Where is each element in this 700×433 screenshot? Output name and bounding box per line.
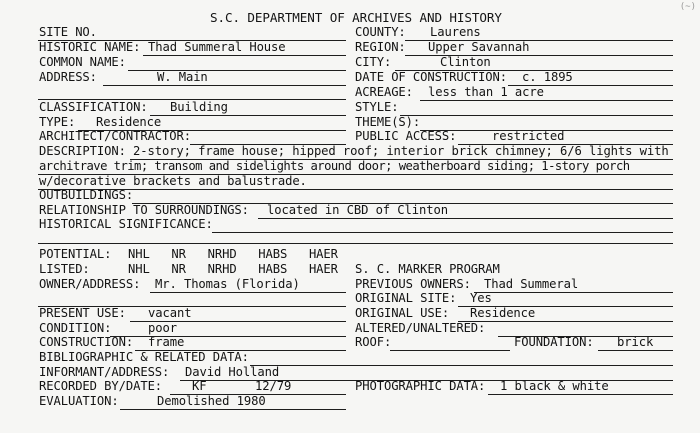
form-header: S.C. DEPARTMENT OF ARCHIVES AND HISTORY (210, 10, 502, 25)
description-line-1: 2-story; frame house; hipped roof; interior brick chimney; 6/6 lights with (133, 144, 669, 158)
construction-label: CONSTRUCTION: (39, 335, 134, 349)
present-use-value: vacant (148, 306, 192, 320)
owner-address-label: OWNER/ADDRESS: (39, 277, 141, 291)
original-site-value: Yes (470, 291, 492, 305)
owner-address-rule (150, 292, 346, 293)
original-use-rule (458, 321, 673, 322)
construction-value: frame (148, 335, 185, 349)
description-label: DESCRIPTION: (39, 144, 126, 158)
historic-name-rule (143, 55, 346, 56)
recorded-date-value: 12/79 (255, 379, 292, 393)
listed-label: LISTED: (39, 262, 90, 276)
address-label: ADDRESS: (39, 70, 97, 84)
informant-value: David Holland (185, 365, 280, 379)
style-rule (400, 115, 673, 116)
condition-rule (110, 336, 346, 337)
classification-rule (150, 115, 346, 116)
historical-significance-label: HISTORICAL SIGNIFICANCE: (39, 217, 213, 231)
address-rule (103, 85, 346, 86)
architect-label: ARCHITECT/CONTRACTOR: (39, 129, 191, 143)
classification-value: Building (170, 100, 228, 114)
type-value: Residence (96, 115, 162, 129)
common-name-label: COMMON NAME: (39, 55, 126, 69)
date-of-construction-value: c. 1895 (522, 70, 573, 84)
evaluation-label: EVALUATION: (39, 394, 119, 408)
relationship-value: located in CBD of Clinton (267, 203, 448, 217)
previous-owners-rule (474, 292, 673, 293)
historic-name-label: HISTORIC NAME: (39, 40, 141, 54)
public-access-label: PUBLIC ACCESS: (355, 129, 457, 143)
previous-owners-label: PREVIOUS OWNERS: (355, 277, 471, 291)
historical-significance-rule-2 (38, 243, 673, 244)
style-label: STYLE: (355, 100, 399, 114)
roof-rule (390, 350, 510, 351)
original-use-label: ORIGINAL USE: (355, 306, 450, 320)
relationship-label: RELATIONSHIP TO SURROUNDINGS: (39, 203, 249, 217)
region-value: Upper Savannah (428, 40, 530, 54)
corner-mark: (~) (679, 2, 696, 12)
evaluation-rule (120, 409, 346, 410)
description-line-2: architrave trim; transom and sidelights around door; weatherboard siding; 1-story porch (39, 159, 630, 173)
acreage-rule (420, 100, 673, 101)
classification-label: CLASSIFICATION: (39, 100, 148, 114)
city-value: Clinton (440, 55, 491, 69)
county-value: Laurens (430, 25, 481, 39)
county-label: COUNTY: (355, 25, 406, 39)
potential-options: NHL NR NRHD HABS HAER (128, 247, 338, 261)
present-use-label: PRESENT USE: (39, 306, 126, 320)
historic-name-value: Thad Summeral House (148, 40, 286, 54)
marker-program-label: S. C. MARKER PROGRAM (355, 262, 500, 276)
condition-label: CONDITION: (39, 321, 112, 335)
photographic-data-rule (488, 394, 673, 395)
foundation-label: FOUNDATION: (514, 335, 594, 349)
type-label: TYPE: (39, 115, 76, 129)
previous-owners-value: Thad Summeral (484, 277, 579, 291)
description-line-3: w/decorative brackets and balustrade. (39, 174, 307, 188)
original-use-value: Residence (470, 306, 536, 320)
potential-label: POTENTIAL: (39, 247, 112, 261)
photographic-data-label: PHOTOGRAPHIC DATA: (355, 379, 486, 393)
acreage-label: ACREAGE: (355, 85, 413, 99)
recorded-by-value: KF (192, 379, 207, 393)
site-no-label: SITE NO. (39, 25, 97, 39)
relationship-rule (258, 218, 673, 219)
description-rule-3 (38, 189, 673, 190)
historical-significance-rule-1 (212, 232, 673, 233)
altered-label: ALTERED/UNALTERED: (355, 321, 486, 335)
bibliographic-label: BIBLIOGRAPHIC & RELATED DATA: (39, 350, 249, 364)
condition-value: poor (148, 321, 177, 335)
region-label: REGION: (355, 40, 406, 54)
public-access-value: restricted (492, 129, 565, 143)
acreage-value: less than 1 acre (428, 85, 544, 99)
listed-options: NHL NR NRHD HABS HAER (128, 262, 338, 276)
owner-address-value: Mr. Thomas (Florida) (155, 277, 300, 291)
date-of-construction-label: DATE OF CONSTRUCTION: (355, 70, 507, 84)
address-value: W. Main (157, 70, 208, 84)
city-label: CITY: (355, 55, 392, 69)
foundation-value: brick (617, 335, 654, 349)
bibliographic-rule (250, 365, 673, 366)
themes-label: THEME(S): (355, 115, 421, 129)
foundation-rule (598, 350, 673, 351)
roof-label: ROOF: (355, 335, 392, 349)
evaluation-value: Demolished 1980 (157, 394, 266, 408)
photographic-data-value: 1 black & white (500, 379, 609, 393)
original-site-label: ORIGINAL SITE: (355, 291, 457, 305)
informant-label: INFORMANT/ADDRESS: (39, 365, 170, 379)
outbuildings-label: OUTBUILDINGS: (39, 188, 134, 202)
recorded-by-label: RECORDED BY/DATE: (39, 379, 163, 393)
